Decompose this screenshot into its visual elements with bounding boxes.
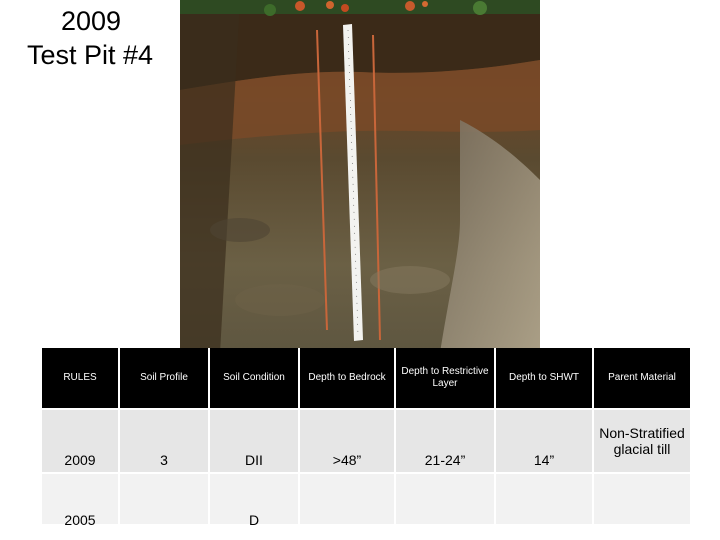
cell-rules — [42, 473, 119, 528]
cell-parent-material: Non-Stratified glacial till — [593, 409, 690, 473]
cell-depth-to-restrictive-layer — [395, 473, 495, 524]
table-row — [42, 473, 690, 524]
cell-depth-to-bedrock — [299, 473, 395, 524]
cell-depth-to-bedrock: >48” — [299, 409, 395, 473]
header-soil-condition: Soil Condition — [209, 348, 299, 409]
cell-depth-to-shwt — [495, 473, 593, 524]
header-depth-to-bedrock: Depth to Bedrock — [299, 348, 395, 409]
cell-soil-condition-text: D — [248, 512, 260, 528]
cell-rules: 2009 — [42, 409, 119, 473]
soil-test-table — [42, 348, 690, 528]
title-test-pit: Test Pit #4 — [26, 40, 154, 70]
header-depth-to-restrictive-layer: Depth to Restrictive Layer — [395, 348, 495, 409]
title-year: 2009 — [60, 6, 122, 36]
cell-depth-to-shwt: 14” — [495, 409, 593, 473]
cell-soil-condition — [209, 473, 299, 528]
cell-soil-profile: 3 — [119, 409, 209, 473]
header-parent-material: Parent Material — [593, 348, 690, 409]
cell-depth-to-restrictive-layer: 21-24” — [395, 409, 495, 473]
header-soil-profile: Soil Profile — [119, 348, 209, 409]
soil-pit-photo — [180, 0, 540, 353]
cell-soil-profile — [119, 473, 209, 524]
cell-soil-condition: DII — [209, 409, 299, 473]
header-rules: RULES — [42, 348, 119, 409]
slide-title — [0, 4, 180, 72]
cell-rules-text: 2005 — [64, 512, 96, 528]
table-header-row — [42, 348, 690, 409]
header-depth-to-shwt: Depth to SHWT — [495, 348, 593, 409]
table-row — [42, 409, 690, 473]
cell-parent-material — [593, 473, 690, 524]
